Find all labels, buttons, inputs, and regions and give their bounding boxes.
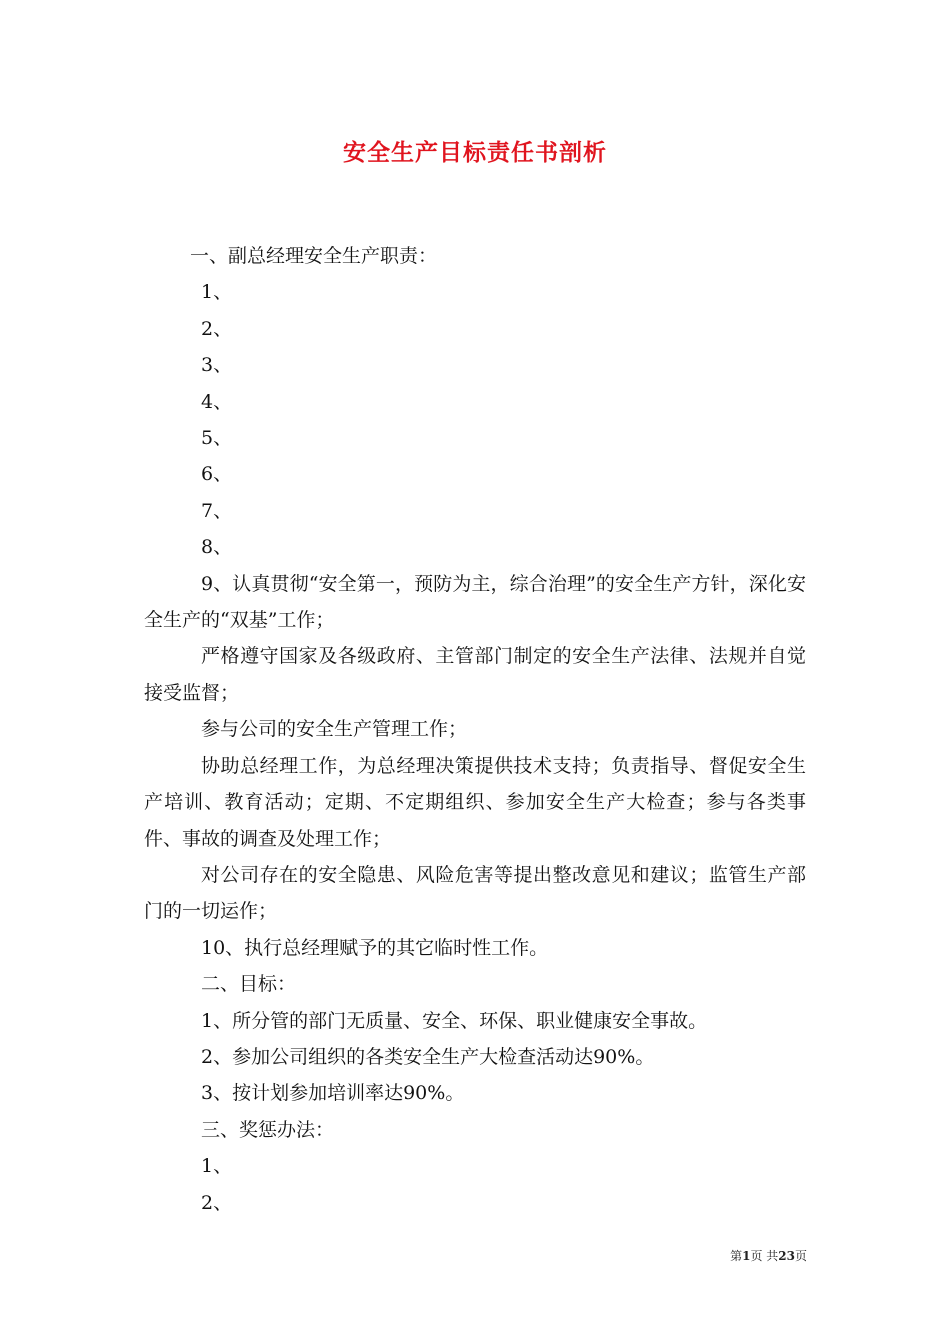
current-page-number: 1: [742, 1249, 751, 1263]
list-item: 1、: [201, 281, 233, 304]
body-paragraph: 参与公司的安全生产管理工作；: [201, 718, 468, 741]
footer-prefix: 第: [730, 1249, 743, 1263]
list-item: 6、: [201, 463, 233, 486]
list-item: 9、认真贯彻“安全第一，预防为主，综合治理”的安全生产方针，深化安全生产的“双基”工作；: [144, 572, 806, 632]
section-heading-rewards: 三、奖惩办法：: [201, 1118, 335, 1141]
list-item: 8、: [201, 536, 233, 559]
list-item: 7、: [201, 499, 233, 522]
document-title: 安全生产目标责任书剖析: [343, 139, 607, 166]
list-item: 3、: [201, 354, 233, 377]
body-paragraph: 严格遵守国家及各级政府、主管部门制定的安全生产法律、法规并自觉接受监督；: [144, 645, 806, 704]
list-item: 3、按计划参加培训率达90%。: [201, 1082, 465, 1105]
body-paragraph: 对公司存在的安全隐患、风险危害等提出整改意见和建议；监管生产部门的一切运作；: [144, 863, 806, 923]
footer-middle: 页 共: [750, 1249, 779, 1263]
list-item: 2、: [201, 1191, 233, 1214]
list-item: 5、: [201, 427, 233, 450]
list-item: 1、所分管的部门无质量、安全、环保、职业健康安全事故。: [201, 1009, 708, 1032]
total-page-count: 23: [778, 1249, 795, 1263]
list-item: 2、: [201, 317, 233, 340]
section-heading-goals: 二、目标：: [201, 973, 297, 996]
section-heading-duties: 一、副总经理安全生产职责：: [190, 245, 438, 267]
list-item: 10、执行总经理赋予的其它临时性工作。: [201, 936, 549, 959]
body-paragraph: 协助总经理工作，为总经理决策提供技术支持；负责指导、督促安全生产培训、教育活动；定期、不定期组织、参加安全生产大检查；参与各类事件、事故的调查及处理工作；: [144, 754, 806, 850]
document-body: [144, 238, 806, 1221]
page-footer: [730, 1247, 807, 1264]
footer-suffix: 页: [794, 1249, 807, 1263]
list-item: 2、参加公司组织的各类安全生产大检查活动达90%。: [201, 1045, 655, 1068]
list-item: 4、: [201, 390, 233, 413]
list-item: 1、: [201, 1155, 233, 1178]
